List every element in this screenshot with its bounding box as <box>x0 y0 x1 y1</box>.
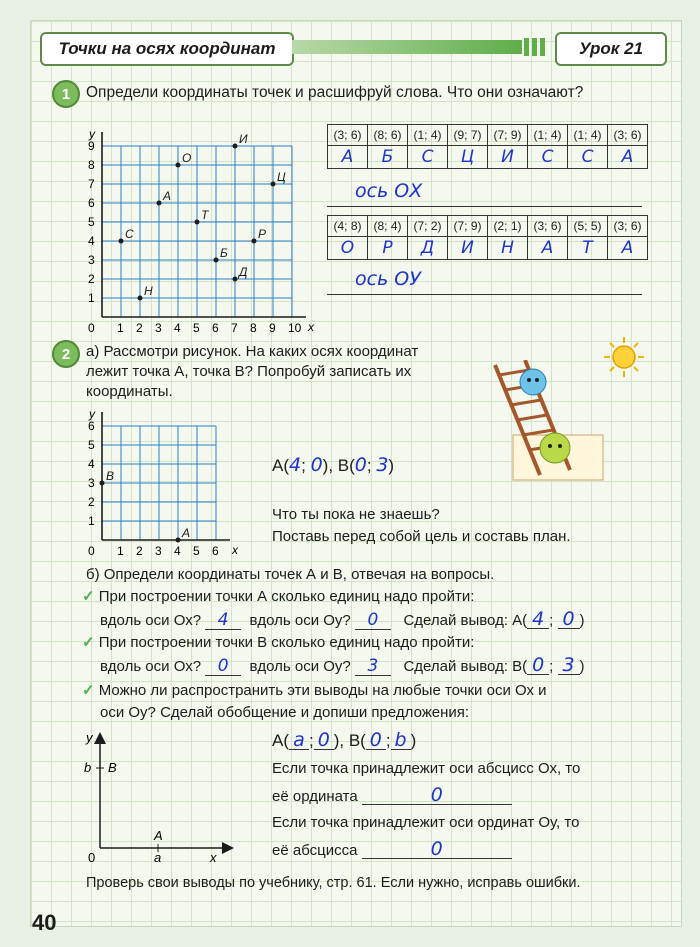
coords-a-b: A(4; 0), B(0; 3) <box>272 454 395 476</box>
a-x-answer[interactable]: 4 <box>289 454 302 476</box>
y-axis-label: y <box>89 407 95 421</box>
table-2-coord-cell: (2; 1) <box>488 216 528 237</box>
task-2-part-a-line2: лежит точка А, точка В? Попробуй записать их <box>86 363 412 380</box>
answer-line-1 <box>327 206 642 207</box>
y-tick-label: 9 <box>88 139 95 153</box>
check-3-line1: ✓ Можно ли распространить эти выводы на любые точки оси Ох и <box>82 682 547 699</box>
A-label: A <box>154 828 163 843</box>
origin-label: 0 <box>88 544 95 558</box>
x-axis-label: x <box>210 850 217 865</box>
point-marker <box>271 182 276 187</box>
x-tick-label: 8 <box>250 321 257 335</box>
rule-1-line2: её ордината 0 <box>272 786 512 806</box>
x-tick-label: 6 <box>212 544 219 558</box>
point-marker <box>214 258 219 263</box>
point-marker <box>176 163 181 168</box>
point-label: Ц <box>277 170 286 184</box>
table-1-answer-cell[interactable]: Б <box>368 146 408 169</box>
table-2-coord-cell: (3; 6) <box>528 216 568 237</box>
check-icon: ✓ <box>82 682 95 699</box>
point-marker <box>252 239 257 244</box>
origin-label: 0 <box>88 321 95 335</box>
code-table-1 <box>327 124 648 169</box>
point-marker <box>233 144 238 149</box>
y-tick-label: 3 <box>88 253 95 267</box>
task-2-part-b: б) Определи координаты точек А и В, отвечая на вопросы. <box>86 566 495 583</box>
table-1-answer-cell[interactable]: С <box>528 146 568 169</box>
y-tick-label: 3 <box>88 476 95 490</box>
general-coords: A( a ; 0 ), B( 0 ; b ) <box>272 729 417 751</box>
y-tick-label: 2 <box>88 495 95 509</box>
table-1-answer-cell[interactable]: Ц <box>448 146 488 169</box>
header-stripes <box>524 38 550 56</box>
point-label: С <box>125 227 134 241</box>
table-1-answer-cell[interactable]: С <box>568 146 608 169</box>
ladder-illustration <box>485 360 615 490</box>
table-2-answer-cell[interactable]: Р <box>368 237 408 260</box>
b-x-answer[interactable]: 0 <box>354 454 367 476</box>
B-label: B <box>108 760 117 775</box>
general-b-x[interactable]: 0 <box>366 731 386 750</box>
point-label: Д <box>239 265 248 279</box>
y-tick-label: 4 <box>88 457 95 471</box>
y-tick-label: 5 <box>88 215 95 229</box>
x-tick-label: 6 <box>212 321 219 335</box>
table-1-meaning[interactable]: ось ОХ <box>355 180 423 202</box>
x-tick-label: 7 <box>231 321 238 335</box>
table-2-answer-cell[interactable]: Т <box>568 237 608 260</box>
y-tick-label: 1 <box>88 291 95 305</box>
table-2-coord-cell: (7; 2) <box>408 216 448 237</box>
table-1-coord-cell: (9; 7) <box>448 125 488 146</box>
y-tick-label: 2 <box>88 272 95 286</box>
point-label: Р <box>258 227 267 241</box>
general-b-y[interactable]: b <box>391 731 411 750</box>
table-1-coord-cell: (3; 6) <box>328 125 368 146</box>
y-tick-label: 8 <box>88 158 95 172</box>
point-marker <box>100 481 105 486</box>
check-3-line2: оси Оу? Сделай обобщение и допиши предложения: <box>100 704 470 721</box>
x-tick-label: 10 <box>288 321 302 335</box>
point-marker <box>233 277 238 282</box>
x-tick-label: 5 <box>193 544 200 558</box>
task-2-part-a-line1: а) Рассмотри рисунок. На каких осях координат <box>86 343 419 360</box>
x-tick-label: 4 <box>174 321 181 335</box>
table-1-answer-cell[interactable]: А <box>608 146 648 169</box>
check-1-ox-answer[interactable]: 4 <box>205 611 241 630</box>
table-1-coord-cell: (1; 4) <box>568 125 608 146</box>
x-tick-label: 2 <box>136 321 143 335</box>
point-label: О <box>182 151 192 165</box>
check-icon: ✓ <box>82 634 95 651</box>
y-axis-label: y <box>86 730 93 745</box>
table-2-answer-cell[interactable]: А <box>528 237 568 260</box>
table-2-answer-cell[interactable]: А <box>608 237 648 260</box>
table-2-coord-cell: (8; 4) <box>368 216 408 237</box>
rule-1-line1: Если точка принадлежит оси абсцисс Ох, то <box>272 760 581 777</box>
table-1-answer-cell[interactable]: И <box>488 146 528 169</box>
question-goal: Поставь перед собой цель и составь план. <box>272 528 571 545</box>
point-label: В <box>106 469 115 483</box>
a-y-answer[interactable]: 0 <box>310 454 323 476</box>
task-1-graph <box>80 105 330 340</box>
x-tick-label: 1 <box>117 321 124 335</box>
table-2-coord-cell: (3; 6) <box>608 216 648 237</box>
header-band <box>292 40 522 54</box>
lesson-label: Урок 21 <box>555 32 667 66</box>
table-2-answer-cell[interactable]: Н <box>488 237 528 260</box>
check-2-line1: ✓ При построении точки В сколько единиц надо пройти: <box>82 634 475 651</box>
point-marker <box>157 201 162 206</box>
general-a-y[interactable]: 0 <box>314 731 334 750</box>
check-1-line2: вдоль оси Ох? 4 вдоль оси Оу? 0 Сделай вывод: А( 4 ; 0 ) <box>100 608 585 630</box>
point-marker <box>195 220 200 225</box>
table-1-answer-cell[interactable]: А <box>328 146 368 169</box>
rule-2-line1: Если точка принадлежит оси ординат Оу, то <box>272 814 580 831</box>
a-label: a <box>154 850 162 865</box>
table-1-answer-cell[interactable]: С <box>408 146 448 169</box>
table-2-answer-cell[interactable]: Д <box>408 237 448 260</box>
x-tick-label: 4 <box>174 544 181 558</box>
table-1-coord-cell: (8; 6) <box>368 125 408 146</box>
check-2-ox-answer[interactable]: 0 <box>205 657 241 676</box>
x-tick-label: 3 <box>155 321 162 335</box>
table-1-coord-cell: (1; 4) <box>408 125 448 146</box>
y-axis-label: y <box>89 127 95 141</box>
task-2-part-a-line3: координаты. <box>86 383 173 400</box>
y-tick-label: 4 <box>88 234 95 248</box>
footer-instruction: Проверь свои выводы по учебнику, стр. 61. Если нужно, исправь ошибки. <box>86 875 581 891</box>
table-2-meaning[interactable]: ось ОУ <box>355 268 421 290</box>
point-label: А <box>163 189 172 203</box>
table-2-coord-cell: (7; 9) <box>448 216 488 237</box>
check-2-concl-y[interactable]: 3 <box>558 656 580 675</box>
general-axes-graph <box>78 730 238 865</box>
table-2-answer-cell[interactable]: И <box>448 237 488 260</box>
point-label: Б <box>220 246 228 260</box>
b-y-answer[interactable]: 3 <box>376 454 389 476</box>
x-axis-label: x <box>308 320 314 334</box>
table-1-coord-cell: (7; 9) <box>488 125 528 146</box>
point-label: А <box>182 526 191 540</box>
rule-2-answer[interactable]: 0 <box>362 840 512 859</box>
point-label: Н <box>144 284 153 298</box>
task-2-graph <box>80 400 260 560</box>
point-label: Т <box>201 208 209 222</box>
y-tick-label: 6 <box>88 419 95 433</box>
check-2-line2: вдоль оси Ох? 0 вдоль оси Оу? 3 Сделай вывод: В( 0 ; 3 ) <box>100 654 585 676</box>
code-table-2 <box>327 215 648 260</box>
origin-label: 0 <box>88 850 96 865</box>
section-title: Точки на осях координат <box>40 32 294 66</box>
check-1-concl-y[interactable]: 0 <box>558 610 580 629</box>
x-tick-label: 2 <box>136 544 143 558</box>
x-tick-label: 1 <box>117 544 124 558</box>
check-icon: ✓ <box>82 588 95 605</box>
y-tick-label: 6 <box>88 196 95 210</box>
x-tick-label: 3 <box>155 544 162 558</box>
check-2-oy-answer[interactable]: 3 <box>355 657 391 676</box>
check-1-line1: ✓ При построении точки А сколько единиц надо пройти: <box>82 588 475 605</box>
answer-line-2 <box>327 294 642 295</box>
point-marker <box>138 296 143 301</box>
check-1-concl-x[interactable]: 4 <box>527 610 549 629</box>
table-2-coord-cell: (4; 8) <box>328 216 368 237</box>
question-unknown: Что ты пока не знаешь? <box>272 506 440 523</box>
point-marker <box>119 239 124 244</box>
y-tick-label: 1 <box>88 514 95 528</box>
check-1-oy-answer[interactable]: 0 <box>355 611 391 630</box>
task-1-badge: 1 <box>52 80 80 108</box>
x-tick-label: 5 <box>193 321 200 335</box>
point-marker <box>176 538 181 543</box>
point-label: И <box>239 132 248 146</box>
b-label: b <box>84 760 92 775</box>
table-2-coord-cell: (5; 5) <box>568 216 608 237</box>
task-1-prompt: Определи координаты точек и расшифруй слова. Что они означают? <box>86 84 584 101</box>
rule-1-answer[interactable]: 0 <box>362 786 512 805</box>
rule-2-line2: её абсцисса 0 <box>272 840 512 860</box>
table-2-answer-cell[interactable]: О <box>328 237 368 260</box>
check-2-concl-x[interactable]: 0 <box>527 656 549 675</box>
x-axis-label: x <box>232 543 238 557</box>
table-1-coord-cell: (1; 4) <box>528 125 568 146</box>
page-number: 40 <box>32 910 57 935</box>
table-1-coord-cell: (3; 6) <box>608 125 648 146</box>
y-tick-label: 7 <box>88 177 95 191</box>
general-a-x[interactable]: a <box>289 731 309 750</box>
task-2-badge: 2 <box>52 340 80 368</box>
x-tick-label: 9 <box>269 321 276 335</box>
y-tick-label: 5 <box>88 438 95 452</box>
